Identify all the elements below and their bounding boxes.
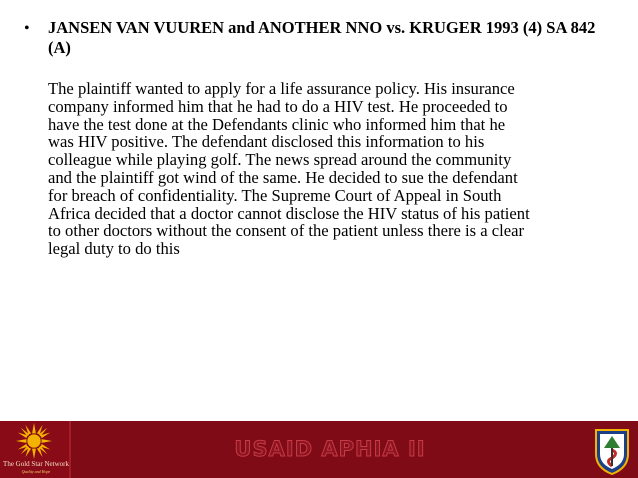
gold-star-sun-icon [15, 422, 53, 460]
case-summary: The plaintiff wanted to apply for a life assurance policy. His insurance company informed him that he had to do a HIV test. He proceeded to have the test done at the Defendants clinic who informed him that he was HIV positive. The defendant disclosed this information to his colleague while playing golf. The news spread around the community and the plaintiff got wind of the same. He decided to sue the defendant for breach of confidentiality. The Supreme Court of Appeal in South Africa decided that a doctor cannot disclose the HIV status of his patient to other doctors without the consent of the patient unless there is a clear legal duty to do this [48, 79, 530, 259]
bullet-icon: • [24, 20, 30, 37]
footer-brand: The Gold Star Network [3, 460, 69, 468]
footer-divider [69, 421, 71, 478]
footer-tagline: Quality and Hope [21, 469, 51, 474]
crest-icon [592, 426, 632, 476]
case-title: JANSEN VAN VUUREN and ANOTHER NNO vs. KRUGER 1993 (4) SA 842 (A) [48, 18, 596, 57]
footer-title: USAID APHIA II [234, 437, 426, 461]
